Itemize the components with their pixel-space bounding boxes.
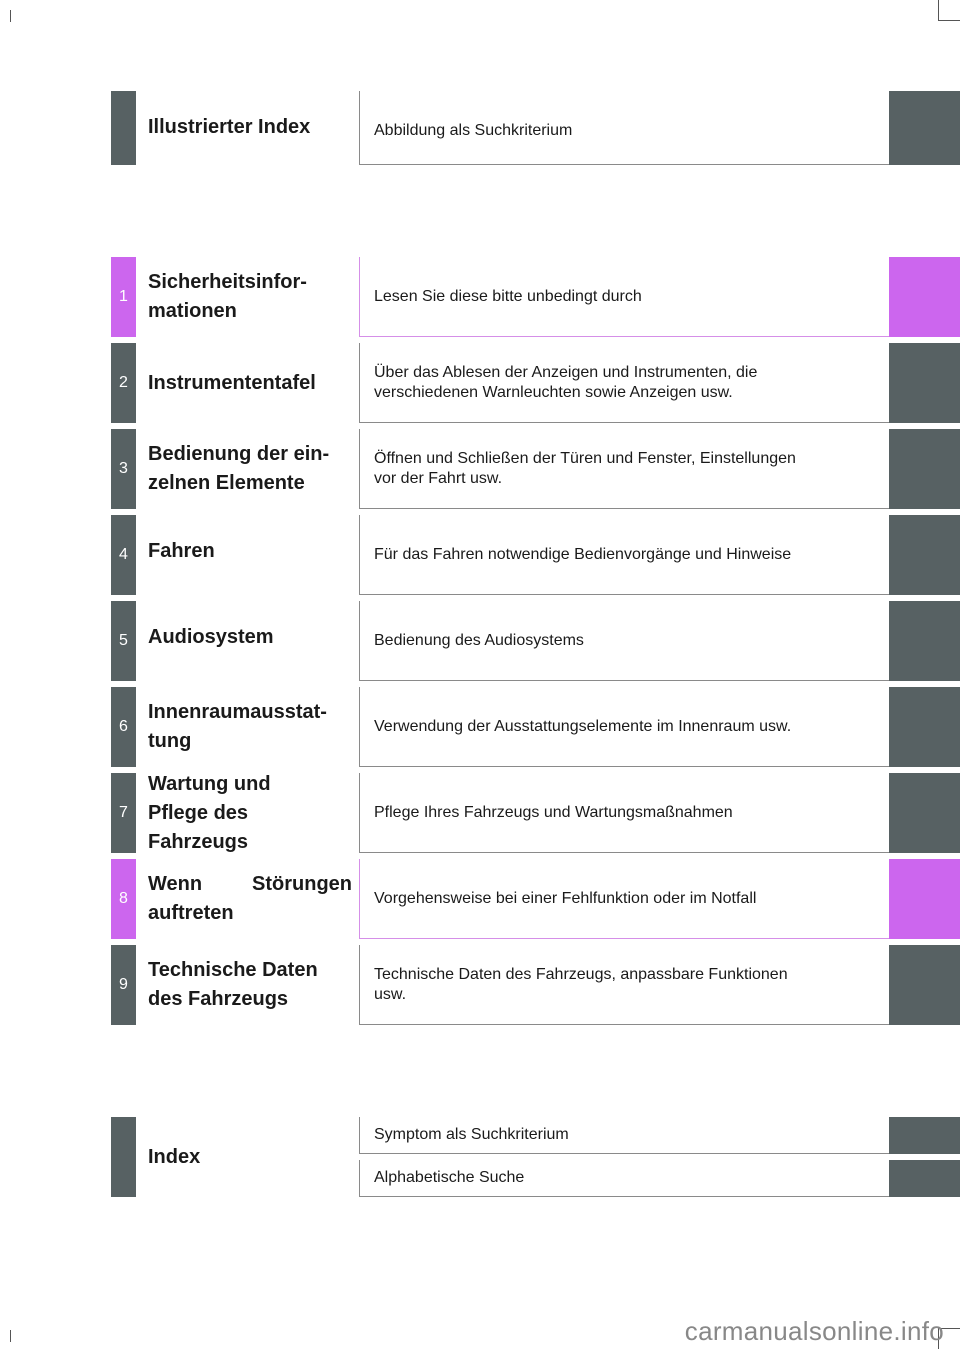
chapter-number: 5 [111,601,136,681]
crop-mark [10,10,11,22]
chapter-row-1[interactable] [0,257,960,337]
chapter-side-tab[interactable] [889,687,960,767]
chapter-title: Fahren [148,540,215,562]
chapter-title: Wenn Störungen auftreten [148,873,352,924]
chapter-number: 1 [111,257,136,337]
header-row[interactable] [0,91,960,165]
chapter-number: 3 [111,429,136,509]
index-entry-label: Symptom als Suchkriterium [359,1117,889,1154]
watermark: carmanualsonline.info [684,1316,944,1346]
chapter-side-tab[interactable] [889,515,960,595]
header-side-tab[interactable] [889,91,960,165]
chapter-description: Öffnen und Schließen der Türen und Fenster, Einstellungen vor der Fahrt usw. [359,429,889,509]
chapter-description: Pflege Ihres Fahrzeugs und Wartungsmaßnahmen [359,773,889,853]
chapter-row-6[interactable] [0,687,960,767]
chapter-number: 2 [111,343,136,423]
chapter-title: Innenraumausstat- tung [148,701,327,752]
chapter-description: Bedienung des Audiosystems [359,601,889,681]
chapter-number: 8 [111,859,136,939]
chapter-description: Über das Ablesen der Anzeigen und Instrumenten, die verschiedenen Warnleuchten sowie Anzeigen usw. [359,343,889,423]
chapter-title: Audiosystem [148,626,274,648]
chapter-description: Für das Fahren notwendige Bedienvorgänge und Hinweise [359,515,889,595]
index-side-tab[interactable] [889,1117,960,1154]
chapter-description: Technische Daten des Fahrzeugs, anpassbare Funktionen usw. [359,945,889,1025]
chapter-side-tab[interactable] [889,257,960,337]
header-title: Illustrierter Index [148,116,311,138]
chapter-title: Sicherheitsinfor- mationen [148,271,307,322]
index-entry-alphabetical[interactable] [0,1160,960,1197]
crop-mark [10,1330,11,1342]
header-tab-marker [111,91,136,165]
chapter-side-tab[interactable] [889,945,960,1025]
chapter-title: Bedienung der ein- zelnen Elemente [148,443,330,494]
chapter-row-8[interactable] [0,859,960,939]
chapter-row-2[interactable] [0,343,960,423]
chapter-row-7[interactable] [0,773,960,853]
chapter-side-tab[interactable] [889,773,960,853]
chapter-number: 4 [111,515,136,595]
chapter-description: Verwendung der Ausstattungselemente im Innenraum usw. [359,687,889,767]
index-title: Index [148,1145,201,1168]
chapter-row-4[interactable] [0,515,960,595]
crop-mark [938,0,939,20]
chapter-number: 9 [111,945,136,1025]
crop-mark [938,20,960,21]
index-side-tab[interactable] [889,1160,960,1197]
chapter-row-9[interactable] [0,945,960,1025]
chapter-description: Vorgehensweise bei einer Fehlfunktion oder im Notfall [359,859,889,939]
index-entry-label: Alphabetische Suche [359,1160,889,1197]
chapter-row-5[interactable] [0,601,960,681]
header-description: Abbildung als Suchkriterium [359,91,889,165]
index-entry-symptom[interactable] [0,1117,960,1154]
chapter-side-tab[interactable] [889,601,960,681]
chapter-number: 6 [111,687,136,767]
chapter-side-tab[interactable] [889,429,960,509]
chapter-side-tab[interactable] [889,859,960,939]
chapter-number: 7 [111,773,136,853]
chapter-row-3[interactable] [0,429,960,509]
chapter-side-tab[interactable] [889,343,960,423]
chapter-title: Instrumententafel [148,371,316,394]
chapter-title: Wartung und Pflege des Fahrzeugs [148,772,271,853]
chapter-description: Lesen Sie diese bitte unbedingt durch [359,257,889,337]
chapter-title: Technische Daten des Fahrzeugs [148,959,318,1010]
